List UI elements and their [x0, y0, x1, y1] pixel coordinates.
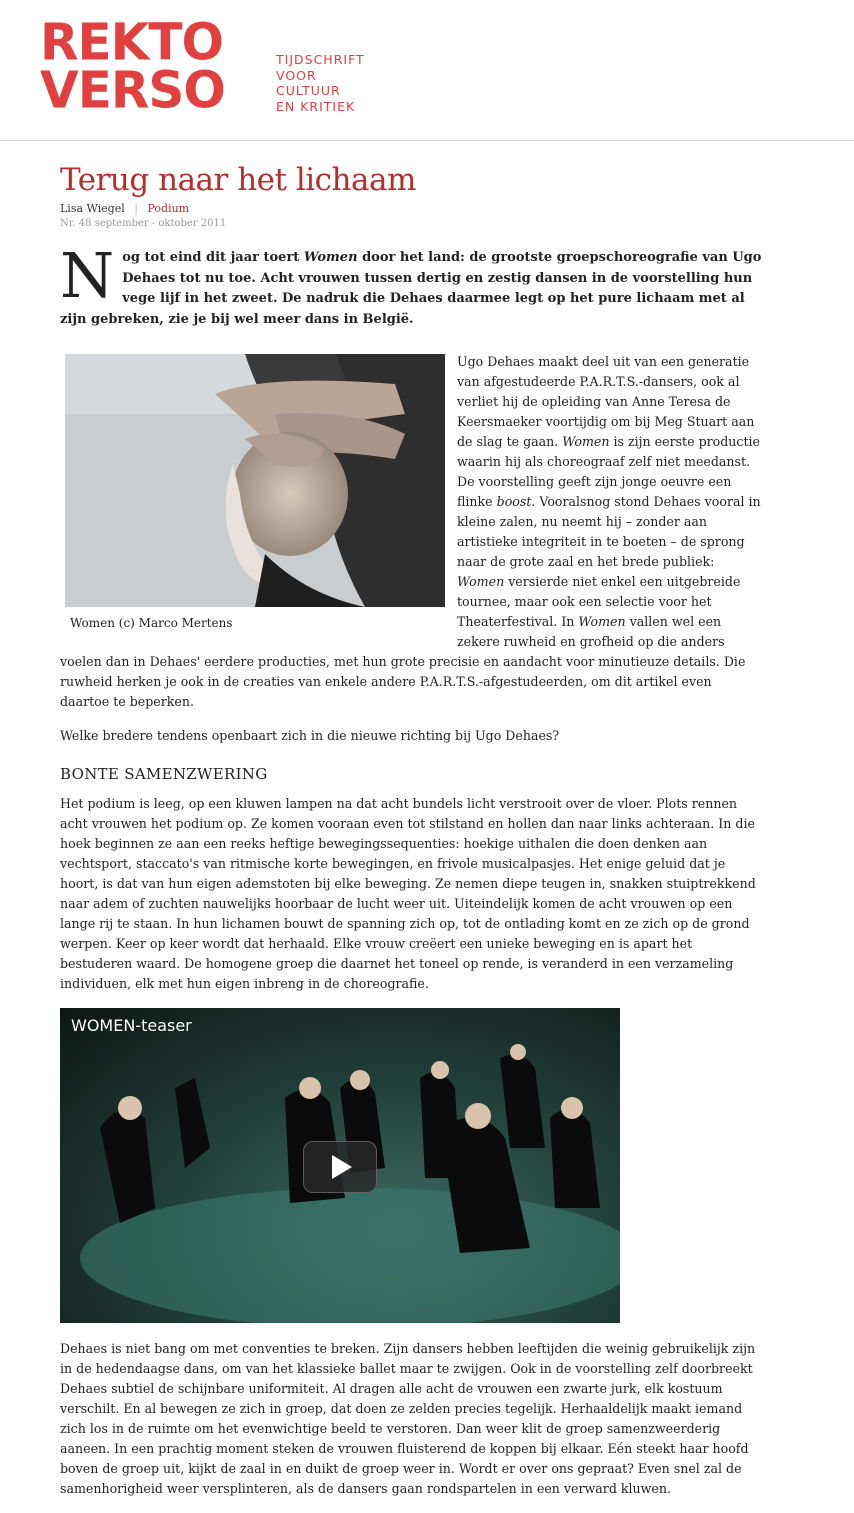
paragraph: Welke bredere tendens openbaart zich in die nieuwe richting bij Ugo Dehaes?	[60, 728, 560, 743]
play-button[interactable]	[303, 1141, 377, 1193]
byline	[60, 202, 764, 215]
play-icon	[304, 1142, 376, 1192]
text-run: Ugo Dehaes maakt deel uit van een generatie van afgestudeerde P.A.R.T.S.-dansers, ook al verliet hij de opleiding van Anne Teresa de Keersmaeker voortijdig om bij Meg Stuart aan de slag te gaan.	[457, 354, 755, 449]
logo-line-1: REKTO	[40, 12, 224, 72]
dancer-photo	[65, 354, 445, 607]
site-header	[0, 0, 854, 141]
emphasis: Women	[562, 434, 610, 449]
byline-separator: |	[134, 202, 138, 215]
tagline-line: TIJDSCHRIFT	[276, 52, 365, 67]
issue-info: Nr. 48 september - oktober 2011	[60, 218, 227, 229]
logo-line-2: VERSO	[40, 60, 225, 120]
article-body	[60, 330, 764, 1499]
tagline-line: CULTUUR	[276, 83, 341, 98]
emphasis: boost	[496, 494, 532, 509]
article	[60, 160, 764, 1513]
lead-emphasis: Women	[303, 250, 358, 265]
tagline-line: VOOR	[276, 67, 317, 83]
video-title: WOMEN-teaser	[71, 1016, 192, 1035]
lead-text: og tot eind dit jaar toert	[122, 250, 304, 265]
text-run: is zijn eerste productie waarin hij als choreograaf zelf niet meedanst. De voorstelling geeft zijn jonge oeuvre een flinke	[457, 434, 761, 509]
text-run: versierde niet enkel een uitgebreide tournee, maar ook een selectie voor het Theaterfestival. In	[457, 574, 741, 629]
author-name: Lisa Wiegel	[60, 202, 125, 215]
tagline-line: EN KRITIEK	[276, 98, 356, 114]
text-run: vallen wel een zekere ruwheid en grofheid op die anders voelen dan in Dehaes' eerdere producties, met hun grote precisie en aandacht voor minutieuze details. Die ruwheid herken je ook in de creaties van enkele andere P.A.R.T.S.-afgestudeerden, om dit artikel even daartoe te beperken.	[60, 614, 746, 709]
text-run: . Vooralsnog stond Dehaes vooral in kleine zalen, nu neemt hij – zonder aan artistieke integriteit in te boeten – de sprong naar de grote zaal en het brede publiek:	[457, 494, 761, 569]
emphasis: Women	[578, 614, 626, 629]
article-lead	[60, 239, 764, 330]
lead-text: door het land: de grootste groepschoreografie van Ugo Dehaes tot nu toe. Acht vrouwen tussen dertig en zestig dansen in de voorstelling hun vege lijf in het zweet. De nadruk die Dehaes daarmee legt op het pure lichaam met al zijn gebreken, zie je bij wel meer dans in België.	[60, 250, 762, 327]
site-logo[interactable]	[40, 12, 225, 120]
category-link[interactable]: Podium	[147, 202, 190, 215]
logo-tagline	[276, 52, 365, 114]
paragraph: Dehaes is niet bang om met conventies te breken. Zijn dansers hebben leeftijden die weinig gebruikelijk zijn in de hedendaagse dans, om van het klassieke ballet maar te zwijgen. Ook in de voorstelling zelf doorbreekt Dehaes subtiel de schijnbare uniformiteit. Al dragen alle acht de vrouwen een zwarte jurk, elk kostuum verschilt. En al bewegen ze zich in groep, dat doen ze zelden precies tegelijk. Herhaaldelijk maakt iemand zich los in de ruimte om het evenwichtige beeld te verstoren. Dan weer klit de groep samenzweerderig aaneen. In een prachtig moment steken de vrouwen fluisterend de koppen bij elkaar. Eén steekt haar hoofd boven de groep uit, kijkt de zaal in en duikt de groep weer in. Wordt er over ons gepraat? Even snel zal de samenhorigheid weer versplinteren, als de dansers gaan rondspartelen in een verward kluwen.	[60, 1341, 756, 1496]
paragraph: Het podium is leeg, op een kluwen lampen na dat acht bundels licht verstrooit over de vloer. Plots rennen acht vrouwen het podium op. Ze komen vooraan even tot stilstand en hollen dan naar links achteraan. In die hoek beginnen ze aan een reeks heftige bewegingssequenties: hoekige uithalen die doen denken aan vechtsport, staccato's van ritmische korte bewegingen, en frivole musicalpasjes. Het enige geluid dat je hoort, is dat van hun eigen ademstoten bij elke beweging. Ze nemen diepe teugen in, snakken stuiptrekkend naar adem of zuchten nauwelijks hoorbaar de lucht weer uit. Uiteindelijk komen de acht vrouwen op een lange rij te staan. In hun lichamen bouwt de spanning zich op, tot de ontlading komt en ze zich op de grond werpen. Keer op keer wordt dat herhaald. Elke vrouw creëert een unieke beweging en is apart het bestuderen waard. De homogene groep die daarnet het toneel op rende, is veranderd in een verzameling individuen, elk met hun eigen inbreng in de choreografie.	[60, 796, 756, 991]
video-player[interactable]	[60, 1008, 620, 1323]
dropcap: N	[60, 239, 115, 312]
emphasis: Women	[457, 574, 505, 589]
section-heading: BONTE SAMENZWERING	[60, 765, 268, 783]
figure-caption: Women (c) Marco Mertens	[70, 616, 233, 630]
article-title: Terug naar het lichaam	[60, 162, 416, 198]
article-figure	[65, 354, 445, 633]
